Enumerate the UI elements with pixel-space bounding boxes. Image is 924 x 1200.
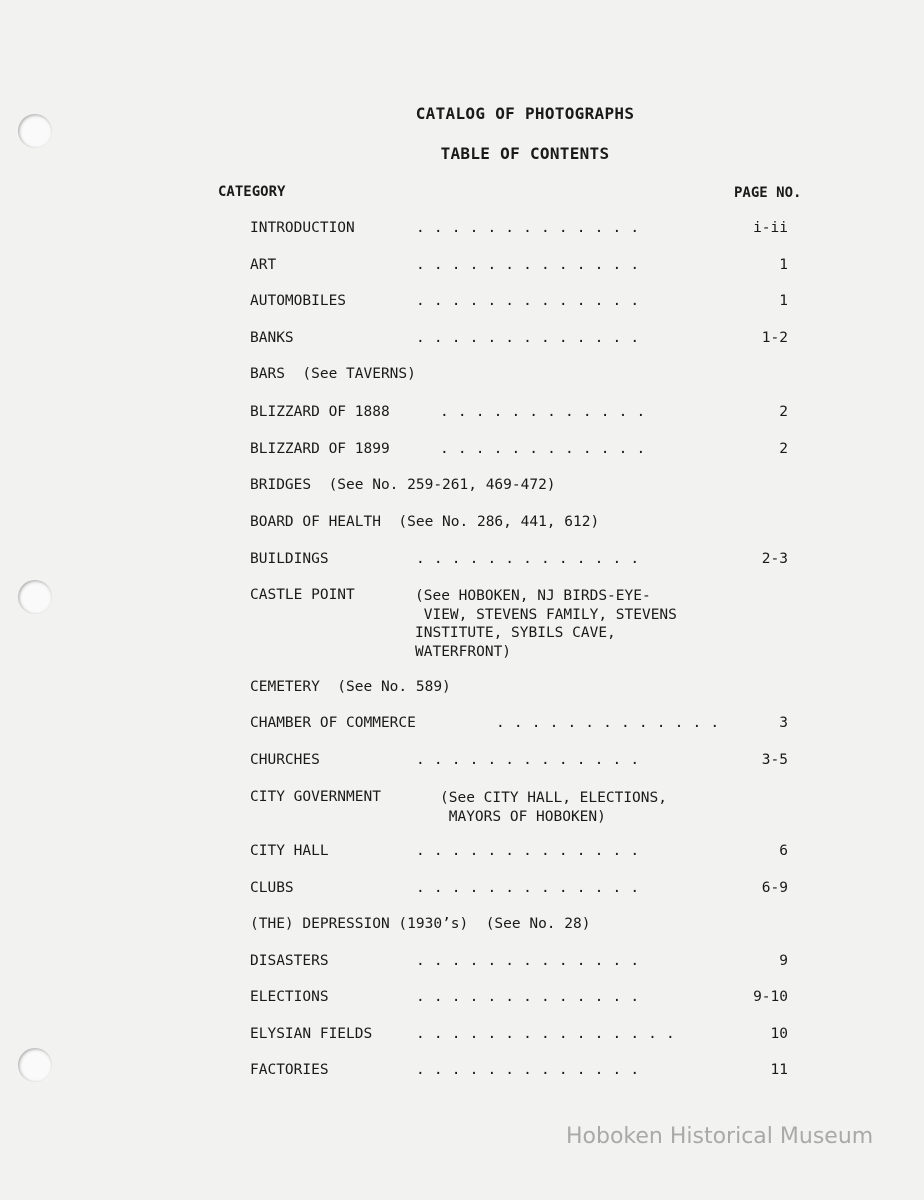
entry-label: CITY GOVERNMENT: [250, 789, 381, 805]
toc-entry: [250, 1062, 790, 1082]
leader-dots: . . . . . . . . . . . . .: [496, 715, 720, 731]
toc-entry: [250, 366, 790, 386]
entry-label: FACTORIES: [250, 1062, 329, 1078]
leader-dots: . . . . . . . . . . . . . . .: [416, 1026, 675, 1042]
toc-entry: [250, 752, 790, 772]
toc-entry: [250, 293, 790, 313]
entry-page: 1-2: [761, 330, 788, 346]
entry-label: AUTOMOBILES: [250, 293, 347, 309]
entry-label: BLIZZARD OF 1899: [250, 441, 390, 457]
binder-hole-bottom: [18, 1048, 52, 1082]
leader-dots: . . . . . . . . . . . . .: [416, 330, 640, 346]
entry-label: CHURCHES: [250, 752, 320, 768]
entry-page: 2: [779, 404, 788, 420]
entry-page: 9: [779, 953, 788, 969]
entry-label: BOARD OF HEALTH (See No. 286, 441, 612): [250, 514, 600, 530]
document-subtitle: TABLE OF CONTENTS: [440, 144, 610, 163]
toc-entry: [250, 330, 790, 350]
toc-entry: [250, 514, 790, 534]
entry-label: DISASTERS: [250, 953, 329, 969]
museum-watermark: Hoboken Historical Museum: [566, 1124, 874, 1149]
leader-dots: . . . . . . . . . . . . .: [416, 880, 640, 896]
toc-entry: [250, 477, 790, 497]
entry-label: CITY HALL: [250, 843, 329, 859]
city-government-note: (See CITY HALL, ELECTIONS, MAYORS OF HOBOKEN): [440, 790, 667, 825]
leader-dots: . . . . . . . . . . . . .: [416, 293, 640, 309]
entry-page: 1: [779, 257, 788, 273]
entry-label: ELYSIAN FIELDS: [250, 1026, 373, 1042]
entry-label: CHAMBER OF COMMERCE: [250, 715, 416, 731]
leader-dots: . . . . . . . . . . . . .: [416, 752, 640, 768]
leader-dots: . . . . . . . . . . . .: [440, 404, 646, 420]
toc-entry: [250, 220, 790, 240]
entry-label: BANKS: [250, 330, 294, 346]
leader-dots: . . . . . . . . . . . .: [440, 441, 646, 457]
page-column-header: PAGE NO.: [734, 185, 802, 201]
toc-entry: [250, 1026, 790, 1046]
entry-label: BARS (See TAVERNS): [250, 366, 416, 382]
entry-label: ELECTIONS: [250, 989, 329, 1005]
binder-hole-middle: [18, 580, 52, 614]
toc-entry: [250, 404, 790, 424]
entry-page: i-ii: [753, 220, 788, 236]
toc-entry: [250, 715, 790, 735]
entry-page: 9-10: [753, 989, 788, 1005]
entry-label: ART: [250, 257, 277, 273]
leader-dots: . . . . . . . . . . . . .: [416, 257, 640, 273]
toc-entry: [250, 257, 790, 277]
entry-page: 6: [779, 843, 788, 859]
entry-label: BUILDINGS: [250, 551, 329, 567]
entry-page: 3: [779, 715, 788, 731]
entry-page: 6-9: [761, 880, 788, 896]
toc-entry: [250, 843, 790, 863]
toc-entry: [250, 441, 790, 461]
entry-label: CEMETERY (See No. 589): [250, 679, 451, 695]
entry-page: 2: [779, 441, 788, 457]
entry-label: BLIZZARD OF 1888: [250, 404, 390, 420]
entry-label: CLUBS: [250, 880, 294, 896]
leader-dots: . . . . . . . . . . . . .: [416, 1062, 640, 1078]
toc-entry: [250, 679, 790, 699]
entry-label: INTRODUCTION: [250, 220, 355, 236]
entry-page: 1: [779, 293, 788, 309]
entry-label: (THE) DEPRESSION (1930’s) (See No. 28): [250, 916, 591, 932]
leader-dots: . . . . . . . . . . . . .: [416, 953, 640, 969]
leader-dots: . . . . . . . . . . . . .: [416, 551, 640, 567]
entry-page: 10: [770, 1026, 788, 1042]
leader-dots: . . . . . . . . . . . . .: [416, 843, 640, 859]
category-column-header: CATEGORY: [218, 184, 286, 200]
toc-entry: [250, 916, 790, 936]
leader-dots: . . . . . . . . . . . . .: [416, 220, 640, 236]
document-title: CATALOG OF PHOTOGRAPHS: [415, 104, 635, 123]
toc-entry: [250, 989, 790, 1009]
entry-label: CASTLE POINT: [250, 587, 355, 603]
toc-entry: [250, 880, 790, 900]
leader-dots: . . . . . . . . . . . . .: [416, 989, 640, 1005]
entry-page: 3-5: [761, 752, 788, 768]
entry-page: 2-3: [761, 551, 788, 567]
entry-label: BRIDGES (See No. 259-261, 469-472): [250, 477, 556, 493]
toc-entry: [250, 953, 790, 973]
castle-point-note: (See HOBOKEN, NJ BIRDS-EYE- VIEW, STEVENS FAMILY, STEVENS INSTITUTE, SYBILS CAVE, WATERFRONT): [415, 588, 677, 660]
entry-page: 11: [770, 1062, 788, 1078]
toc-entry: [250, 551, 790, 571]
